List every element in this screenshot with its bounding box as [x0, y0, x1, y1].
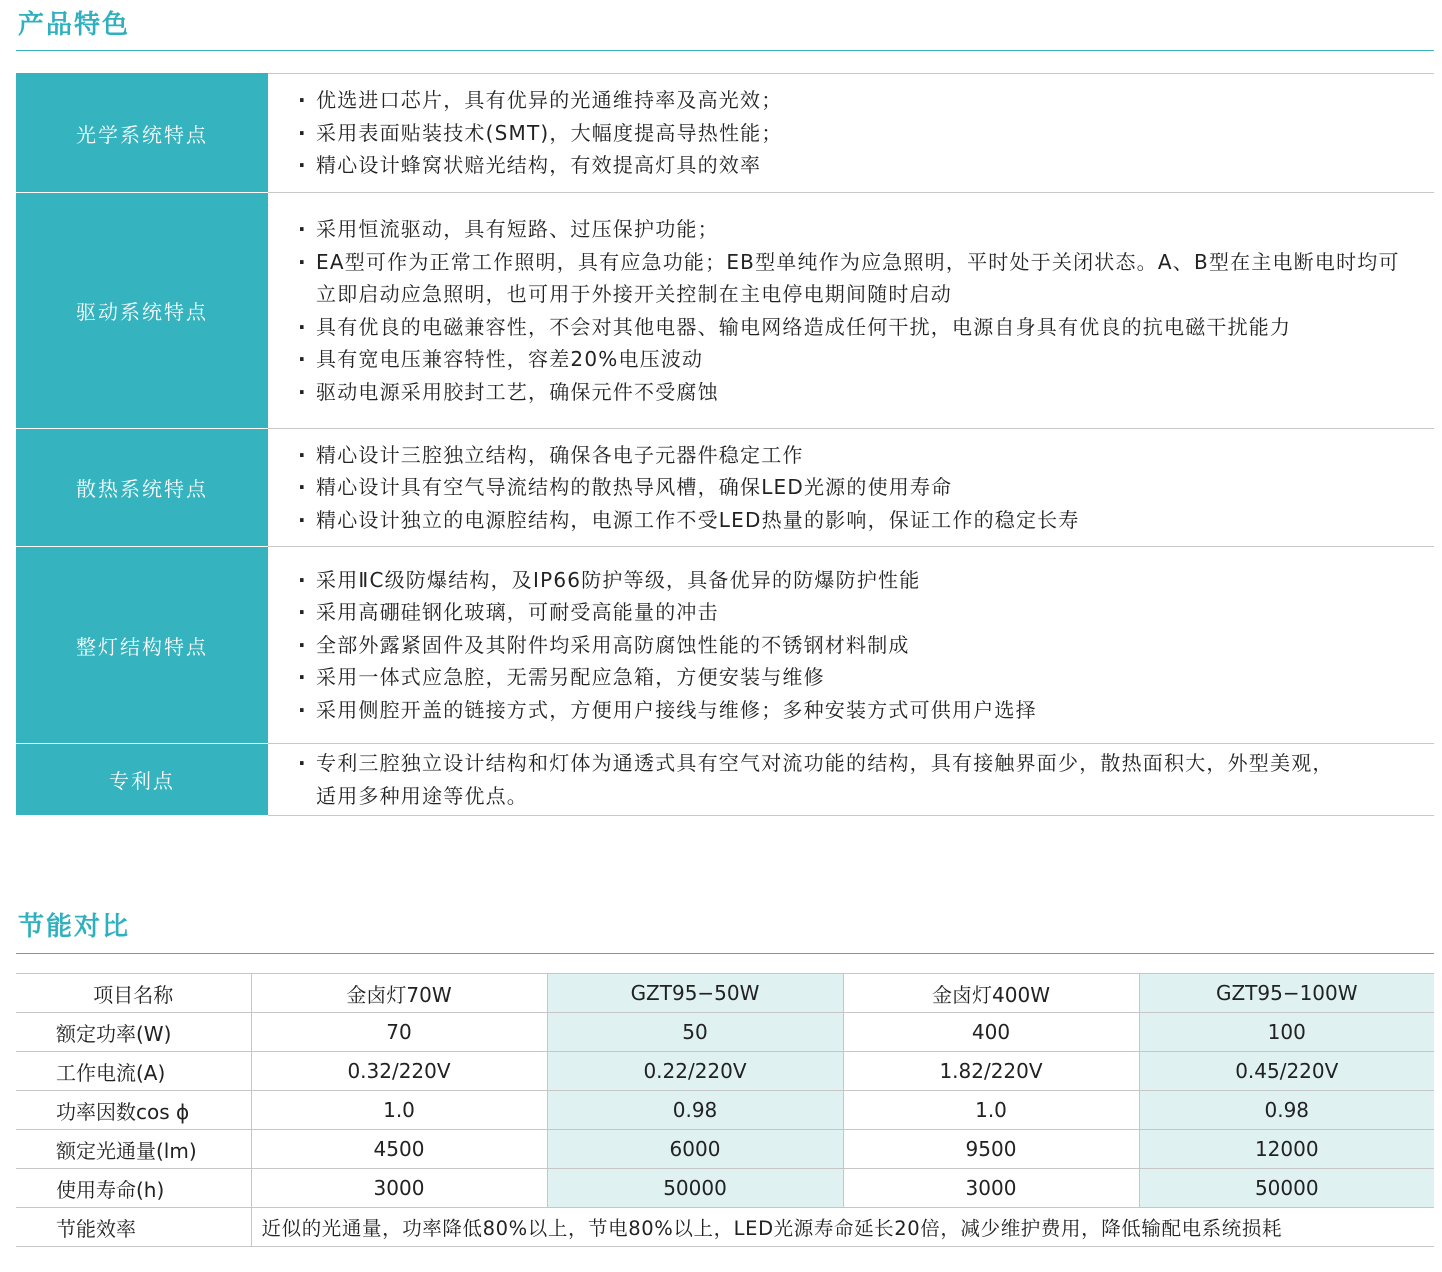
table-cell: 0.45/220V	[1139, 1052, 1434, 1091]
row-label: 工作电流(A)	[16, 1052, 251, 1091]
feature-item: · EA型可作为正常工作照明，具有应急功能；EB型单纯作为应急照明，平时处于关闭状态。A、B型在主电断电时均可立即启动应急照明，也可用于外接开关控制在主电停电期间随时启动	[298, 246, 1404, 311]
table-cell: 50000	[1139, 1169, 1434, 1208]
row-label: 节能效率	[16, 1208, 251, 1247]
feature-item: · 具有优良的电磁兼容性，不会对其他电器、输电网络造成任何干扰，电源自身具有优良的抗电磁干扰能力	[298, 311, 1404, 344]
table-cell: 3000	[843, 1169, 1139, 1208]
feature-list	[298, 213, 1404, 408]
title-rule	[16, 953, 1434, 954]
table-cell: 3000	[251, 1169, 547, 1208]
table-row	[16, 1013, 1434, 1052]
row-label: 额定功率(W)	[16, 1013, 251, 1052]
table-cell: 9500	[843, 1130, 1139, 1169]
header-cell: GZT95−50W	[547, 974, 843, 1013]
feature-item: · 采用ⅡC级防爆结构，及IP66防护等级，具备优异的防爆防护性能	[298, 564, 1434, 597]
table-cell: 50000	[547, 1169, 843, 1208]
table-cell: 0.98	[547, 1091, 843, 1130]
feature-item: · 采用表面贴装技术(SMT)，大幅度提高导热性能；	[298, 117, 1434, 150]
row-label: 额定光通量(lm)	[16, 1130, 251, 1169]
feature-item: · 优选进口芯片，具有优异的光通维持率及高光效；	[298, 84, 1434, 117]
table-row-efficiency	[16, 1208, 1434, 1247]
feature-item: · 精心设计具有空气导流结构的散热导风槽，确保LED光源的使用寿命	[298, 471, 1434, 504]
row-label: 使用寿命(h)	[16, 1169, 251, 1208]
feature-list	[298, 747, 1334, 812]
feature-item: · 采用高硼硅钢化玻璃，可耐受高能量的冲击	[298, 596, 1434, 629]
row-label: 功率因数cos ϕ	[16, 1091, 251, 1130]
table-cell: 400	[843, 1013, 1139, 1052]
feature-row-patent	[16, 744, 1434, 816]
features-table	[16, 73, 1434, 816]
comparison-table	[16, 973, 1434, 1247]
category-cell: 整灯结构特点	[16, 547, 268, 744]
table-row	[16, 1130, 1434, 1169]
category-cell: 驱动系统特点	[16, 193, 268, 429]
feature-list	[298, 84, 1434, 182]
table-cell: 12000	[1139, 1130, 1434, 1169]
feature-item: · 采用恒流驱动，具有短路、过压保护功能；	[298, 213, 1404, 246]
section-title-features: 产品特色	[18, 10, 131, 40]
title-rule	[16, 50, 1434, 51]
feature-item: · 全部外露紧固件及其附件均采用高防腐蚀性能的不锈钢材料制成	[298, 629, 1434, 662]
table-cell: 1.82/220V	[843, 1052, 1139, 1091]
feature-item: · 采用侧腔开盖的链接方式，方便用户接线与维修；多种安装方式可供用户选择	[298, 694, 1434, 727]
table-row	[16, 1091, 1434, 1130]
table-cell: 6000	[547, 1130, 843, 1169]
category-cell: 光学系统特点	[16, 74, 268, 193]
table-cell: 100	[1139, 1013, 1434, 1052]
feature-item: · 驱动电源采用胶封工艺，确保元件不受腐蚀	[298, 376, 1404, 409]
feature-item: · 精心设计独立的电源腔结构，电源工作不受LED热量的影响，保证工作的稳定长寿	[298, 504, 1434, 537]
table-cell: 1.0	[251, 1091, 547, 1130]
table-row	[16, 1052, 1434, 1091]
category-cell: 专利点	[16, 744, 268, 816]
table-header-row	[16, 974, 1434, 1013]
table-cell: 4500	[251, 1130, 547, 1169]
table-cell: 0.22/220V	[547, 1052, 843, 1091]
table-row	[16, 1169, 1434, 1208]
header-cell: 金卤灯400W	[843, 974, 1139, 1013]
header-cell: 项目名称	[16, 974, 251, 1013]
feature-item: · 采用一体式应急腔，无需另配应急箱，方便安装与维修	[298, 661, 1434, 694]
feature-row-structure	[16, 547, 1434, 744]
category-cell: 散热系统特点	[16, 429, 268, 547]
efficiency-text: 近似的光通量，功率降低80%以上，节电80%以上，LED光源寿命延长20倍，减少维护费用，降低输配电系统损耗	[251, 1208, 1434, 1247]
feature-row-driver	[16, 193, 1434, 429]
table-cell: 1.0	[843, 1091, 1139, 1130]
feature-list	[298, 439, 1434, 537]
table-cell: 0.98	[1139, 1091, 1434, 1130]
header-cell: GZT95−100W	[1139, 974, 1434, 1013]
feature-row-optical	[16, 74, 1434, 193]
feature-list	[298, 564, 1434, 727]
feature-item: · 精心设计蜂窝状赔光结构，有效提高灯具的效率	[298, 149, 1434, 182]
feature-item: · 具有宽电压兼容特性，容差20%电压波动	[298, 343, 1404, 376]
feature-row-heat	[16, 429, 1434, 547]
table-cell: 50	[547, 1013, 843, 1052]
table-cell: 0.32/220V	[251, 1052, 547, 1091]
feature-item: · 精心设计三腔独立结构，确保各电子元器件稳定工作	[298, 439, 1434, 472]
section-title-comparison: 节能对比	[18, 912, 131, 942]
header-cell: 金卤灯70W	[251, 974, 547, 1013]
feature-item: · 专利三腔独立设计结构和灯体为通透式具有空气对流功能的结构，具有接触界面少，散热面积大，外型美观，适用多种用途等优点。	[298, 747, 1334, 812]
table-cell: 70	[251, 1013, 547, 1052]
